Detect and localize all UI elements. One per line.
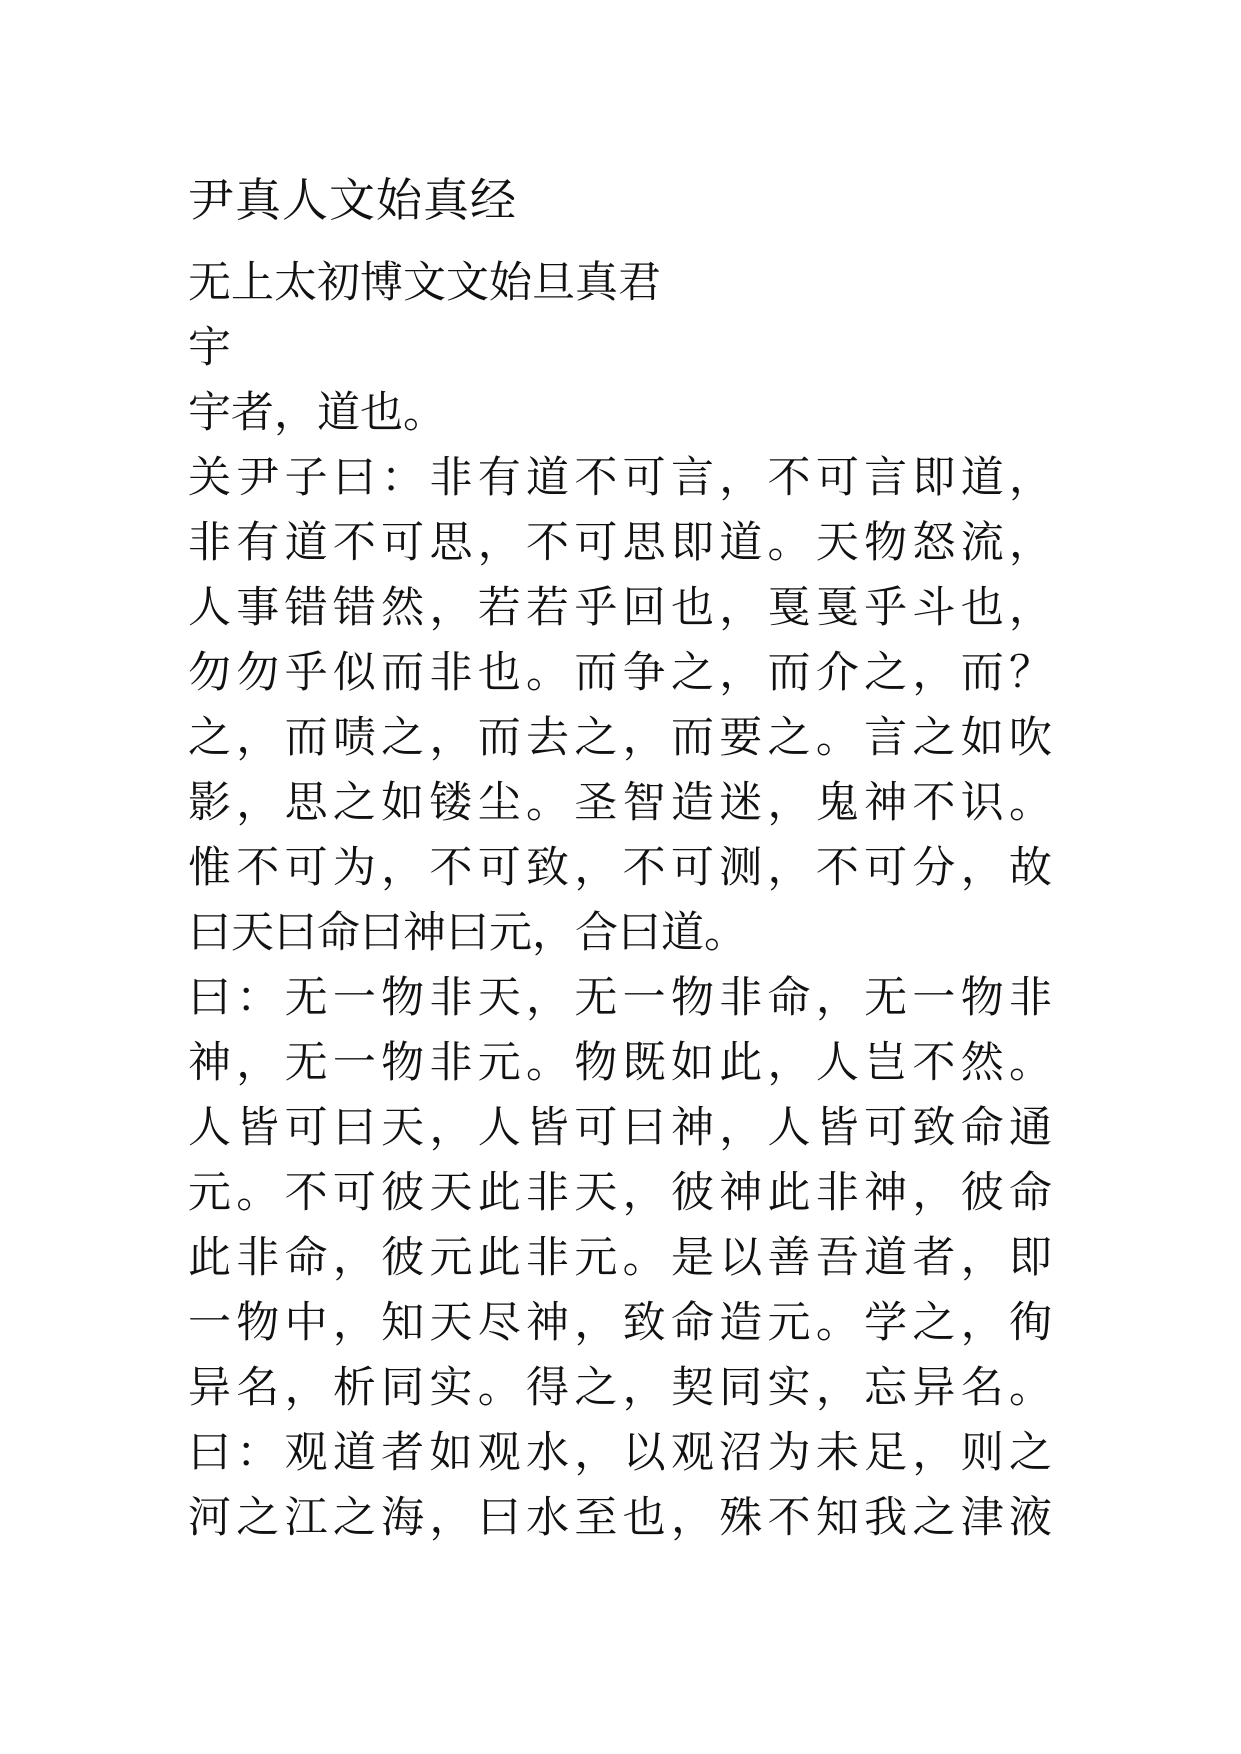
text-line: 无上太初博文文始旦真君	[188, 258, 661, 308]
text-line: 异名，析同实。得之，契同实，忘异名。	[188, 1363, 1052, 1413]
document-title: 尹真人文始真经	[188, 173, 517, 227]
text-line: 非有道不可思，不可思即道。天物怒流，	[188, 518, 1052, 568]
text-line: 关尹子曰：非有道不可言，不可言即道，	[188, 453, 1052, 503]
text-line: 人皆可曰天，人皆可曰神，人皆可致命通	[188, 1103, 1052, 1153]
text-line: 惟不可为，不可致，不可测，不可分，故	[188, 843, 1052, 893]
text-line: 曰：观道者如观水，以观沼为未足，则之	[188, 1428, 1052, 1478]
text-line: 人事错错然，若若乎回也，戛戛乎斗也，	[188, 583, 1052, 633]
text-line: 之，而啧之，而去之，而要之。言之如吹	[188, 713, 1052, 763]
text-line: 影，思之如镂尘。圣智造迷，鬼神不识。	[188, 778, 1052, 828]
text-line: 河之江之海，曰水至也，殊不知我之津液	[188, 1493, 1052, 1543]
document-body	[188, 251, 1068, 1551]
text-line: 元。不可彼天此非天，彼神此非神，彼命	[188, 1168, 1052, 1218]
text-line: 曰天曰命曰神曰元，合曰道。	[188, 908, 747, 958]
text-line: 宇	[188, 323, 231, 373]
text-line: 此非命，彼元此非元。是以善吾道者，即	[188, 1233, 1052, 1283]
text-line: 勿勿乎似而非也。而争之，而介之，而？	[188, 648, 1052, 698]
text-line: 神，无一物非元。物既如此，人岂不然。	[188, 1038, 1052, 1088]
text-line: 一物中，知天尽神，致命造元。学之，徇	[188, 1298, 1052, 1348]
text-line: 宇者，道也。	[188, 388, 446, 438]
text-line: 曰：无一物非天，无一物非命，无一物非	[188, 973, 1052, 1023]
